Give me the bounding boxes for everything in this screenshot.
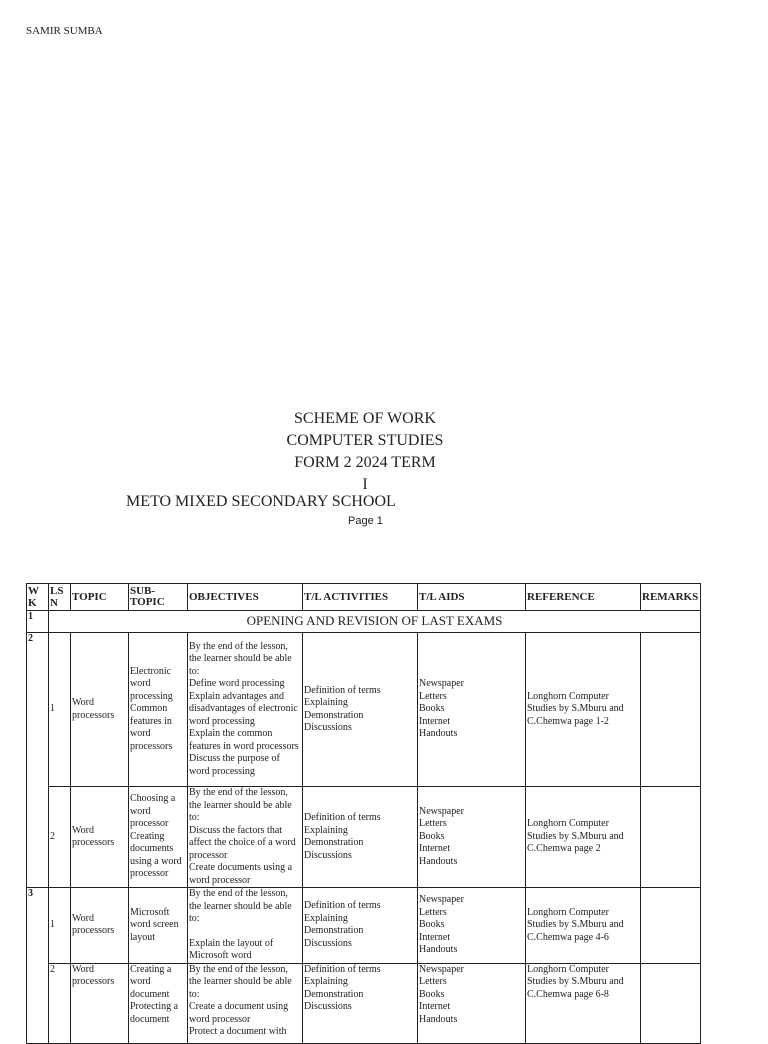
aid-line: Internet bbox=[419, 1001, 451, 1012]
week-2-number: 2 bbox=[27, 633, 49, 888]
aid-line: Newspaper bbox=[419, 894, 464, 905]
aid-line: Letters bbox=[419, 906, 447, 918]
lesson-activities bbox=[303, 633, 418, 787]
school-name: METO MIXED SECONDARY SCHOOL bbox=[126, 493, 396, 510]
aid-line: Books bbox=[419, 830, 445, 842]
title-line-2: COMPUTER STUDIES bbox=[286, 432, 444, 449]
objective-line: Protect a document with bbox=[189, 1026, 287, 1037]
lesson-aids bbox=[418, 633, 526, 787]
header-remarks: REMARKS bbox=[641, 584, 701, 611]
activity-line: Demonstration bbox=[304, 925, 364, 937]
aid-line: Books bbox=[419, 919, 445, 930]
lesson-remarks bbox=[641, 633, 701, 787]
aid-line: Letters bbox=[419, 976, 447, 987]
objective-line: By the end of the lesson, the learner should be able to: bbox=[189, 963, 292, 1000]
aid-line: Internet bbox=[419, 715, 451, 727]
header-reference: REFERENCE bbox=[526, 584, 641, 611]
aid-line: Letters bbox=[419, 690, 447, 702]
objective-line: Discuss the factors that affect the choice of a word processor bbox=[189, 824, 296, 861]
header-activities: T/L ACTIVITIES bbox=[303, 584, 418, 611]
header-objectives: OBJECTIVES bbox=[188, 584, 303, 611]
aid-line: Handouts bbox=[419, 855, 458, 867]
lesson-subtopic: Creating a word document Protecting a document bbox=[129, 963, 188, 1043]
activity-line: Explaining bbox=[304, 824, 348, 836]
activity-line: Demonstration bbox=[304, 709, 364, 721]
header-lsn: LSN bbox=[49, 584, 71, 611]
activity-line: Definition of terms bbox=[304, 684, 381, 696]
activity-line: Discussions bbox=[304, 1001, 352, 1012]
objective-line: By the end of the lesson, the learner should be able to: bbox=[189, 888, 292, 924]
title-block bbox=[0, 408, 730, 496]
lesson-number: 1 bbox=[49, 888, 71, 964]
lesson-aids bbox=[418, 963, 526, 1043]
activity-line: Explaining bbox=[304, 697, 348, 708]
lesson-activities bbox=[303, 963, 418, 1043]
header-row bbox=[27, 584, 701, 611]
lesson-activities bbox=[303, 888, 418, 964]
aid-line: Letters bbox=[419, 818, 447, 830]
activity-line: Discussions bbox=[304, 722, 352, 733]
lesson-number: 1 bbox=[49, 633, 71, 787]
objective-line: Explain the layout of Microsoft word bbox=[189, 937, 274, 961]
lesson-number: 2 bbox=[49, 787, 71, 888]
activity-line: Discussions bbox=[304, 849, 352, 861]
lesson-remarks bbox=[641, 787, 701, 888]
aid-line: Handouts bbox=[419, 728, 458, 740]
aid-line: Books bbox=[419, 703, 445, 715]
objective-line: Discuss the purpose of word processing bbox=[189, 753, 280, 777]
lesson-activities bbox=[303, 787, 418, 888]
week-1-row bbox=[27, 611, 701, 633]
document-author: SAMIR SUMBA bbox=[26, 25, 103, 37]
activity-line: Explaining bbox=[304, 976, 348, 987]
lesson-reference: Longhorn Computer Studies by S.Mburu and C.Chemwa page 6-8 bbox=[526, 963, 641, 1043]
title-line-4: I bbox=[362, 476, 368, 493]
lesson-topic: Word processors bbox=[71, 888, 129, 964]
lesson-objectives bbox=[188, 888, 303, 964]
activity-line: Demonstration bbox=[304, 837, 364, 848]
objective-line: Explain advantages and disadvantages of electronic word processing bbox=[189, 690, 298, 727]
lesson-subtopic: Electronic word processing Common features in word processors bbox=[129, 633, 188, 787]
week-3-number: 3 bbox=[27, 888, 49, 1044]
activity-line: Definition of terms bbox=[304, 812, 381, 823]
objective-line: By the end of the lesson, the learner should be able to: bbox=[189, 787, 292, 823]
objective-line: Define word processing bbox=[189, 678, 285, 690]
lesson-subtopic: Microsoft word screen layout bbox=[129, 888, 188, 964]
activity-line: Explaining bbox=[304, 912, 348, 924]
objective-line bbox=[189, 926, 301, 938]
aid-line: Internet bbox=[419, 843, 451, 855]
lesson-objectives bbox=[188, 963, 303, 1043]
lesson-subtopic: Choosing a word processor Creating documents using a word processor bbox=[129, 787, 188, 888]
header-aids: T/L AIDS bbox=[418, 584, 526, 611]
objective-line: Create documents using a word processor bbox=[189, 862, 293, 886]
aid-line: Internet bbox=[419, 931, 451, 943]
lesson-reference: Longhorn Computer Studies by S.Mburu and C.Chemwa page 4-6 bbox=[526, 888, 641, 964]
header-wk: WK bbox=[27, 584, 49, 611]
activity-line: Definition of terms bbox=[304, 963, 381, 975]
lesson-aids bbox=[418, 787, 526, 888]
scheme-of-work-table bbox=[26, 583, 701, 1044]
aid-line: Newspaper bbox=[419, 963, 464, 975]
header-subtopic: SUB-TOPIC bbox=[129, 584, 188, 611]
lesson-reference: Longhorn Computer Studies by S.Mburu and C.Chemwa page 2 bbox=[526, 787, 641, 888]
lesson-remarks bbox=[641, 888, 701, 964]
lesson-topic: Word processors bbox=[71, 963, 129, 1043]
lesson-topic: Word processors bbox=[71, 633, 129, 787]
aid-line: Handouts bbox=[419, 944, 458, 955]
week-1-number: 1 bbox=[27, 611, 49, 633]
title-line-3: FORM 2 2024 TERM bbox=[294, 454, 436, 471]
activity-line: Definition of terms bbox=[304, 900, 381, 912]
table-row bbox=[27, 633, 701, 787]
objective-line: Create a document using word processor bbox=[189, 1001, 289, 1025]
activity-line: Demonstration bbox=[304, 988, 364, 1000]
lesson-topic: Word processors bbox=[71, 787, 129, 888]
objective-line: By the end of the lesson, the learner should be able to: bbox=[189, 640, 292, 677]
table-row bbox=[27, 888, 701, 964]
lesson-objectives bbox=[188, 787, 303, 888]
page-number: Page 1 bbox=[348, 515, 383, 527]
aid-line: Newspaper bbox=[419, 805, 464, 817]
lesson-aids bbox=[418, 888, 526, 964]
activity-line: Discussions bbox=[304, 937, 352, 949]
title-line-1: SCHEME OF WORK bbox=[294, 410, 436, 427]
lesson-number: 2 bbox=[49, 963, 71, 1043]
table-row bbox=[27, 787, 701, 888]
week-1-banner: OPENING AND REVISION OF LAST EXAMS bbox=[49, 611, 701, 633]
aid-line: Handouts bbox=[419, 1013, 458, 1025]
table-row bbox=[27, 963, 701, 1043]
aid-line: Books bbox=[419, 988, 445, 1000]
lesson-remarks bbox=[641, 963, 701, 1043]
header-topic: TOPIC bbox=[71, 584, 129, 611]
objective-line: Explain the common features in word processors bbox=[189, 728, 299, 752]
lesson-reference: Longhorn Computer Studies by S.Mburu and C.Chemwa page 1-2 bbox=[526, 633, 641, 787]
lesson-objectives bbox=[188, 633, 303, 787]
aid-line: Newspaper bbox=[419, 678, 464, 690]
